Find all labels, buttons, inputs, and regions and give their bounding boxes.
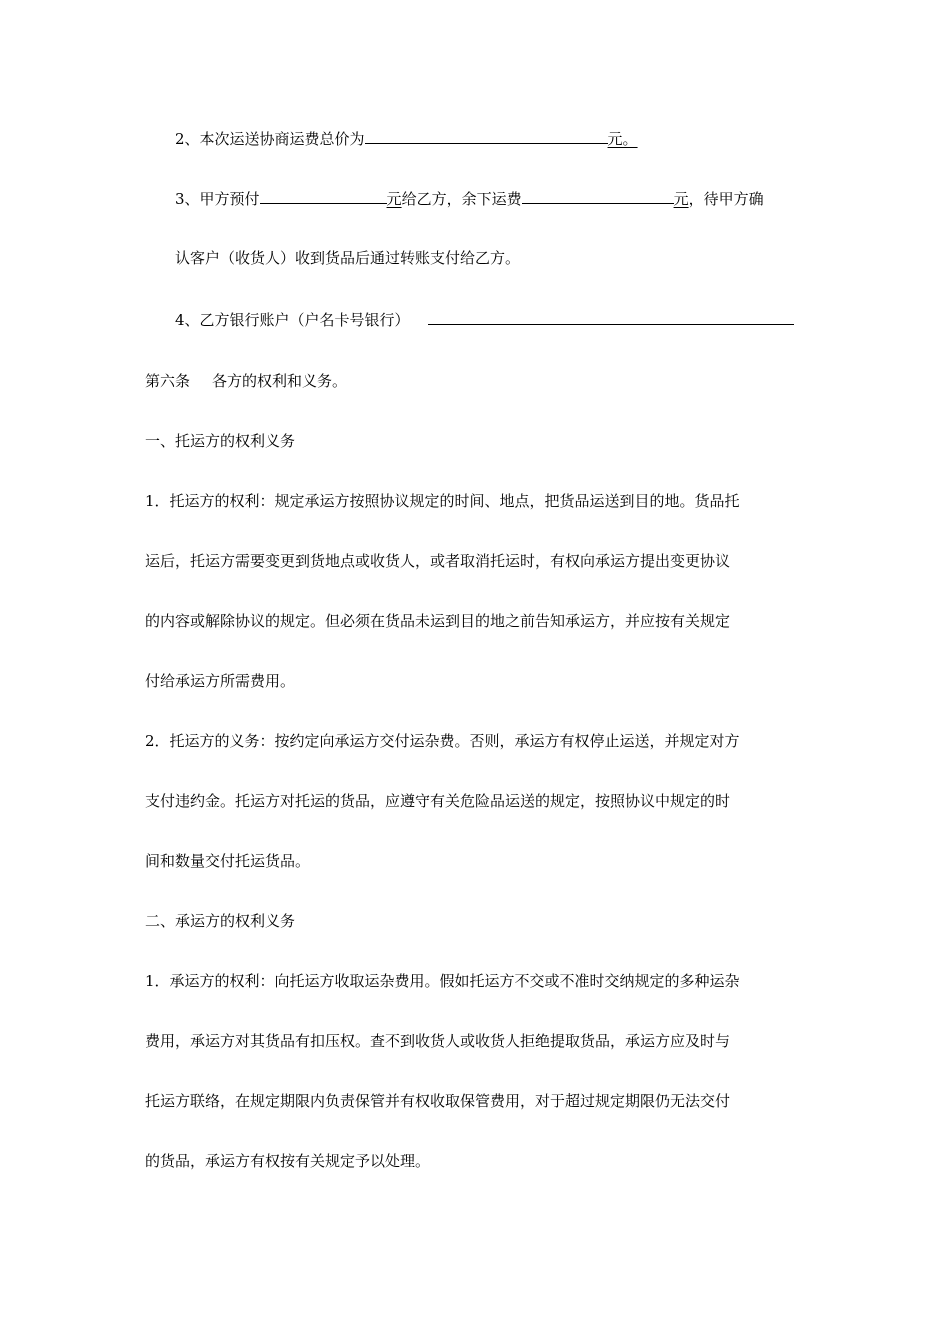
article-6-heading: [145, 371, 347, 391]
shipper-heading: 一、托运方的权利义务: [145, 432, 296, 450]
item-3-unit-1: 元: [386, 190, 402, 208]
carrier-rights-line: 托运方联络，在规定期限内负责保管并有权收取保管费用，对于超过规定期限仍无法交付: [145, 1092, 731, 1110]
item-4-text: 4、乙方银行账户（户名卡号银行）: [175, 311, 410, 329]
shipper-duties-line: 2．托运方的义务：按约定向承运方交付运杂费。否则，承运方有权停止运送，并规定对方: [145, 732, 740, 750]
payment-item-3: [175, 188, 764, 208]
item-3-suffix: ，待甲方确: [688, 190, 764, 208]
shipper-duties-line: 间和数量交付托运货品。: [145, 852, 311, 870]
bank-account-blank[interactable]: [428, 309, 794, 325]
shipper-duties-line: 支付违约金。托运方对托运的货品，应遵守有关危险品运送的规定，按照协议中规定的时: [145, 792, 731, 810]
shipper-rights-line: 付给承运方所需费用。: [145, 672, 296, 690]
item-2-unit: 元。: [607, 130, 638, 148]
carrier-rights-line: 的货品，承运方有权按有关规定予以处理。: [145, 1152, 431, 1170]
carrier-rights-line: 费用，承运方对其货品有扣压权。查不到收货人或收货人拒绝提取货品，承运方应及时与: [145, 1032, 731, 1050]
prepaid-amount-blank[interactable]: [260, 188, 387, 204]
article-6-title: 各方的权利和义务。: [212, 372, 348, 390]
total-freight-blank[interactable]: [365, 128, 608, 144]
carrier-rights-line: 1．承运方的权利：向托运方收取运杂费用。假如托运方不交或不准时交纳规定的多种运杂: [145, 972, 740, 990]
item-2-text: 2、本次运送协商运费总价为: [175, 130, 365, 148]
shipper-rights-line: 1．托运方的权利：规定承运方按照协议规定的时间、地点，把货品运送到目的地。货品托: [145, 492, 740, 510]
payment-item-4: [175, 309, 794, 329]
shipper-rights-line: 运后，托运方需要变更到货地点或收货人，或者取消托运时，有权向承运方提出变更协议: [145, 552, 731, 570]
item-3-prefix: 3、甲方预付: [175, 190, 260, 208]
payment-item-3-continuation: 认客户（收货人）收到货品后通过转账支付给乙方。: [175, 249, 521, 267]
carrier-heading: 二、承运方的权利义务: [145, 912, 296, 930]
item-3-middle: 给乙方，余下运费: [401, 190, 522, 208]
shipper-rights-line: 的内容或解除协议的规定。但必须在货品未运到目的地之前告知承运方，并应按有关规定: [145, 612, 731, 630]
remaining-freight-blank[interactable]: [522, 188, 674, 204]
article-6-number: 第六条: [145, 372, 191, 390]
payment-item-2: [175, 128, 638, 148]
item-3-unit-2: 元: [673, 190, 689, 208]
